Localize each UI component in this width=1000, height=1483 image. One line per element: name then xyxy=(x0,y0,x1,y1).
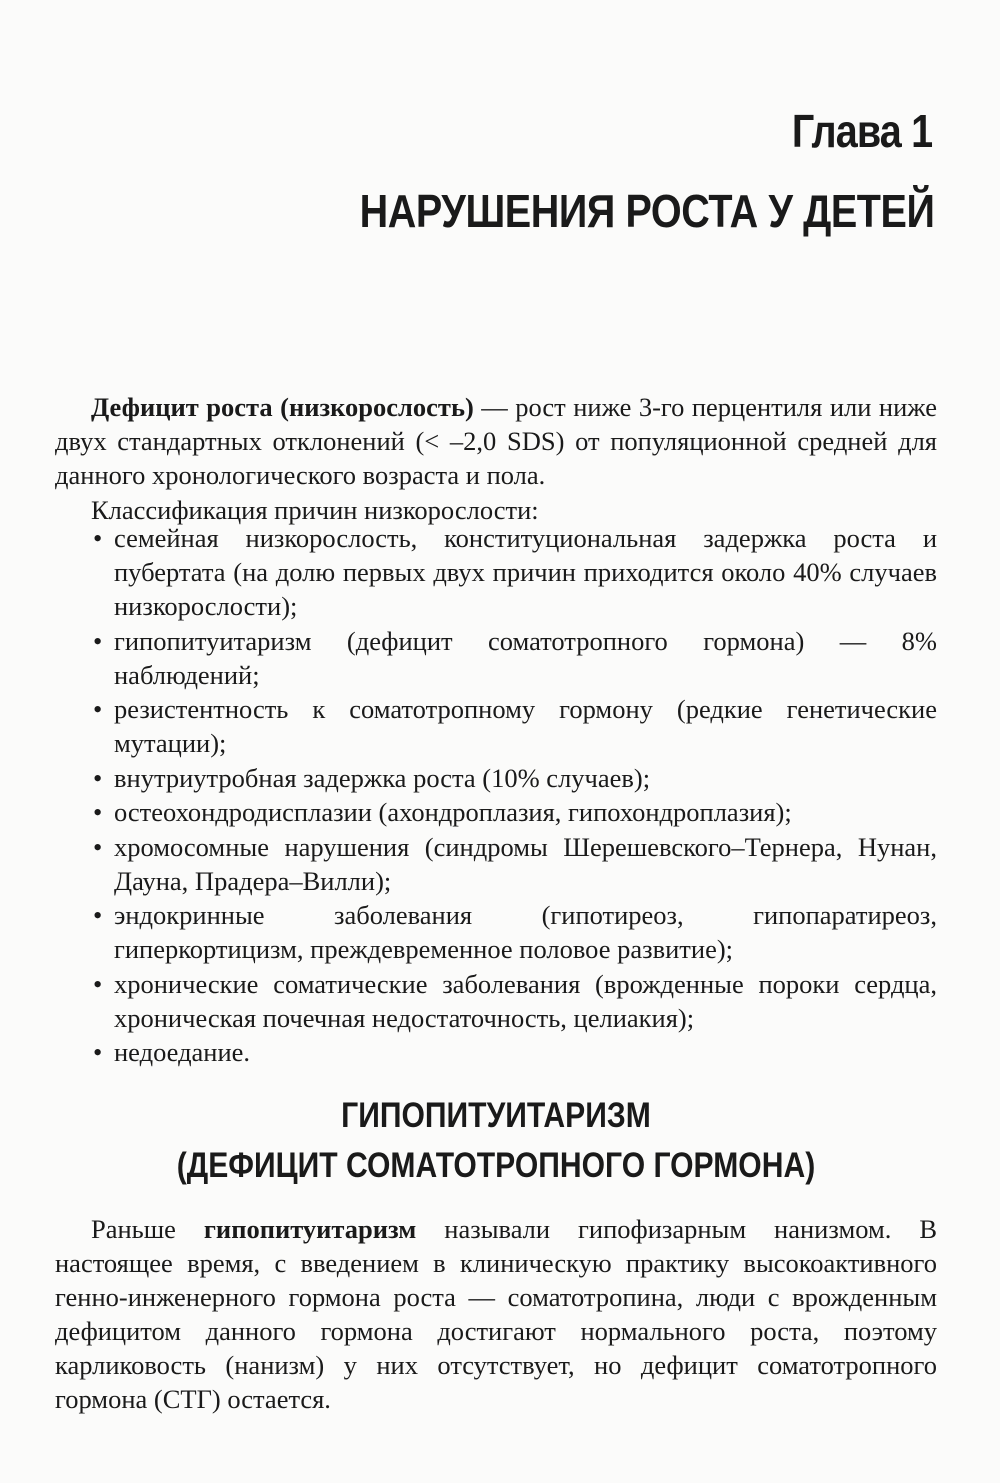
list-item-text: внутриутробная задержка роста (10% случаев); xyxy=(114,762,651,793)
list-item xyxy=(92,795,937,829)
list-item xyxy=(92,624,937,692)
list-item-text: остеохондродисплазии (ахондроплазия, гипохондроплазия); xyxy=(114,797,792,827)
section-para-start: Раньше xyxy=(91,1214,204,1244)
list-item-text: гипопитуитаризм (дефицит соматотропного гормона) — 8% наблюдений; xyxy=(114,625,937,690)
section-para-rest: называли гипофизарным нанизмом. В настоящее время, с введением в клиническую практику высокоактивного генно-инженерного гормона роста — соматотропина, люди с врожденным дефицитом данного гормона достигают нормального роста, поэтому карликовость (нанизм) у них отсутствует, но дефицит соматотропного гормона (СТГ) остается. xyxy=(55,1214,937,1414)
list-item xyxy=(92,761,937,795)
bullet-icon: • xyxy=(93,1037,103,1067)
intro-paragraph xyxy=(55,390,937,492)
section-title-line1: ГИПОПИТУИТАРИЗМ xyxy=(341,1096,651,1135)
section-para-term: гипопитуитаризм xyxy=(203,1214,417,1244)
bullet-icon: • xyxy=(93,900,103,930)
classification-heading: Классификация причин низкорослости: xyxy=(91,495,539,525)
list-item-text: хромосомные нарушения (синдромы Шерешевского–Тернера, Нунан, Дауна, Прадера–Вилли); xyxy=(114,831,937,896)
list-item xyxy=(92,898,937,966)
section-title xyxy=(117,1091,876,1191)
list-item xyxy=(92,521,937,623)
list-item xyxy=(92,1035,937,1069)
list-item xyxy=(92,692,937,760)
section-paragraph xyxy=(55,1212,937,1416)
bullet-icon: • xyxy=(93,797,103,827)
cause-list xyxy=(92,521,937,1070)
bullet-icon: • xyxy=(93,968,103,999)
chapter-title: НАРУШЕНИЯ РОСТА У ДЕТЕЙ xyxy=(359,185,934,237)
list-item xyxy=(92,967,937,1035)
intro-definition: — рост ниже 3-го перцентиля или ниже двух стандартных отклонений (< –2,0 SDS) от популяционной средней для данного хронологического возраста и пола. xyxy=(55,392,937,490)
bullet-icon: • xyxy=(93,625,103,656)
list-item-text: недоедание. xyxy=(114,1037,251,1067)
list-item-text: семейная низкорослость, конституциональная задержка роста и пубертата (на долю первых двух причин приходится около 40% случаев низкорослости); xyxy=(114,523,937,621)
bullet-icon: • xyxy=(93,762,103,793)
section-title-line2: (ДЕФИЦИТ СОМАТОТРОПНОГО ГОРМОНА) xyxy=(176,1146,816,1185)
list-item-text: резистентность к соматотропному гормону (редкие генетические мутации); xyxy=(114,694,937,758)
list-item-text: эндокринные заболевания (гипотиреоз, гипопаратиреоз, гиперкортицизм, преждевременное половое развитие); xyxy=(114,900,937,964)
list-item xyxy=(92,830,937,898)
bullet-icon: • xyxy=(93,831,103,862)
intro-term: Дефицит роста (низкорослость) xyxy=(91,392,474,422)
list-item-text: хронические соматические заболевания (врожденные пороки сердца, хроническая почечная недостаточность, целиакия); xyxy=(114,968,937,1033)
bullet-icon: • xyxy=(93,694,103,724)
chapter-label: Глава 1 xyxy=(791,105,932,157)
bullet-icon: • xyxy=(93,523,103,553)
